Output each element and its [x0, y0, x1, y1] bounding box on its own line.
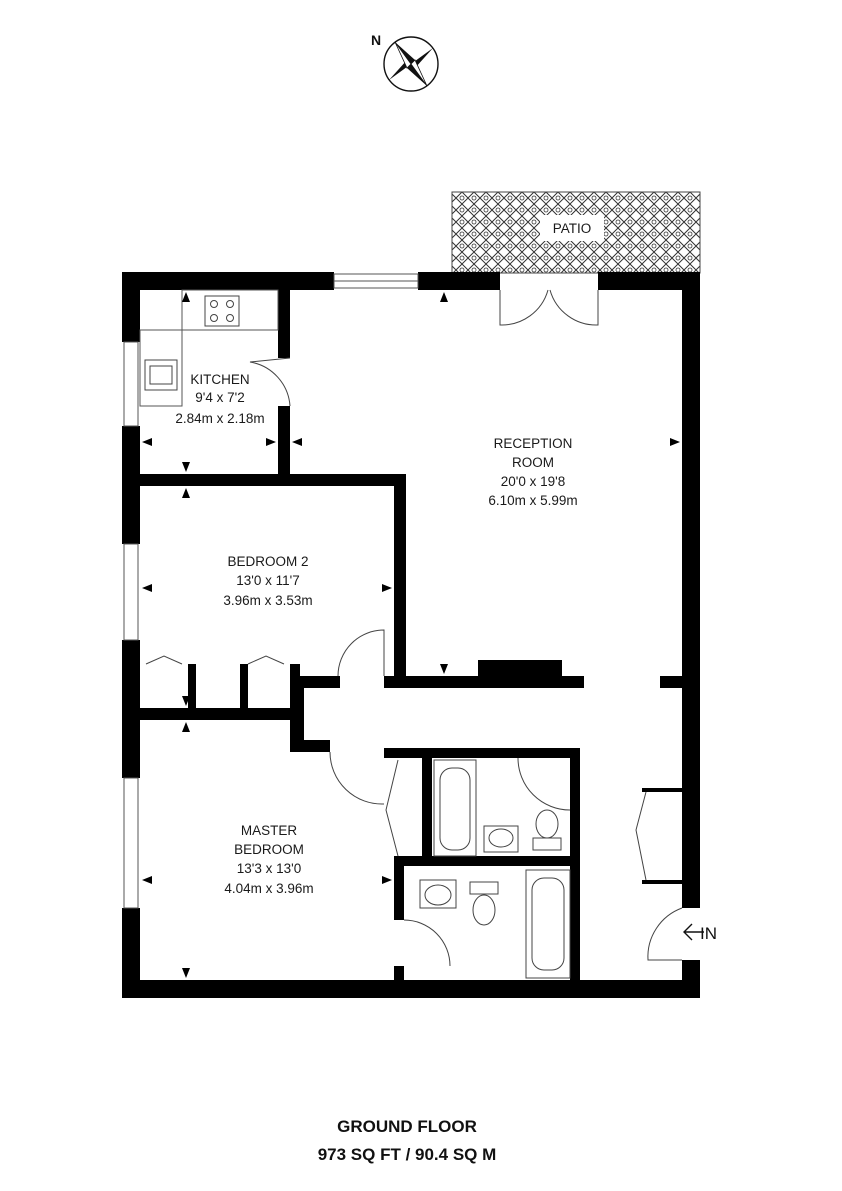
- compass-rose-icon: [384, 37, 438, 91]
- patio: [452, 192, 700, 273]
- kitchen-imperial: 9'4 x 7'2: [195, 390, 245, 405]
- master-imperial: 13'3 x 13'0: [236, 861, 302, 876]
- reception-imperial: 20'0 x 19'8: [500, 474, 566, 489]
- patio-label: PATIO: [552, 221, 592, 236]
- bedroom2-metric: 3.96m x 3.53m: [223, 593, 313, 608]
- bathtub-icon: [434, 760, 476, 856]
- reception-name-line2: ROOM: [512, 455, 554, 470]
- kitchen-sink-icon: [145, 360, 177, 390]
- compass: [371, 32, 438, 91]
- master-metric: 4.04m x 3.96m: [224, 881, 314, 896]
- compass-north-label: N: [371, 32, 382, 48]
- footer: [318, 1117, 497, 1164]
- hob-icon: [205, 296, 239, 326]
- reception-name-line1: RECEPTION: [493, 436, 573, 451]
- master-name-line2: BEDROOM: [234, 842, 304, 857]
- basin-icon: [484, 826, 518, 852]
- kitchen-metric: 2.84m x 2.18m: [175, 411, 265, 426]
- floor-area: 973 SQ FT / 90.4 SQ M: [317, 1145, 497, 1164]
- ensuite-bathtub-icon: [526, 870, 570, 978]
- bedroom2-name: BEDROOM 2: [227, 554, 309, 569]
- reception-metric: 6.10m x 5.99m: [488, 493, 578, 508]
- bedroom2-imperial: 13'0 x 11'7: [236, 573, 300, 588]
- master-bedroom-label: [224, 823, 313, 896]
- ensuite-toilet-icon: [470, 882, 498, 925]
- kitchen-name: KITCHEN: [190, 372, 250, 387]
- kitchen-label: [175, 372, 264, 426]
- floor-title: GROUND FLOOR: [337, 1117, 477, 1136]
- bedroom2-label: [223, 554, 312, 608]
- toilet-icon: [533, 810, 561, 850]
- entrance-marker: [684, 924, 717, 943]
- master-name-line1: MASTER: [240, 823, 298, 838]
- entrance-label: IN: [700, 924, 717, 943]
- ensuite-basin-icon: [420, 880, 456, 908]
- reception-label: [488, 436, 577, 508]
